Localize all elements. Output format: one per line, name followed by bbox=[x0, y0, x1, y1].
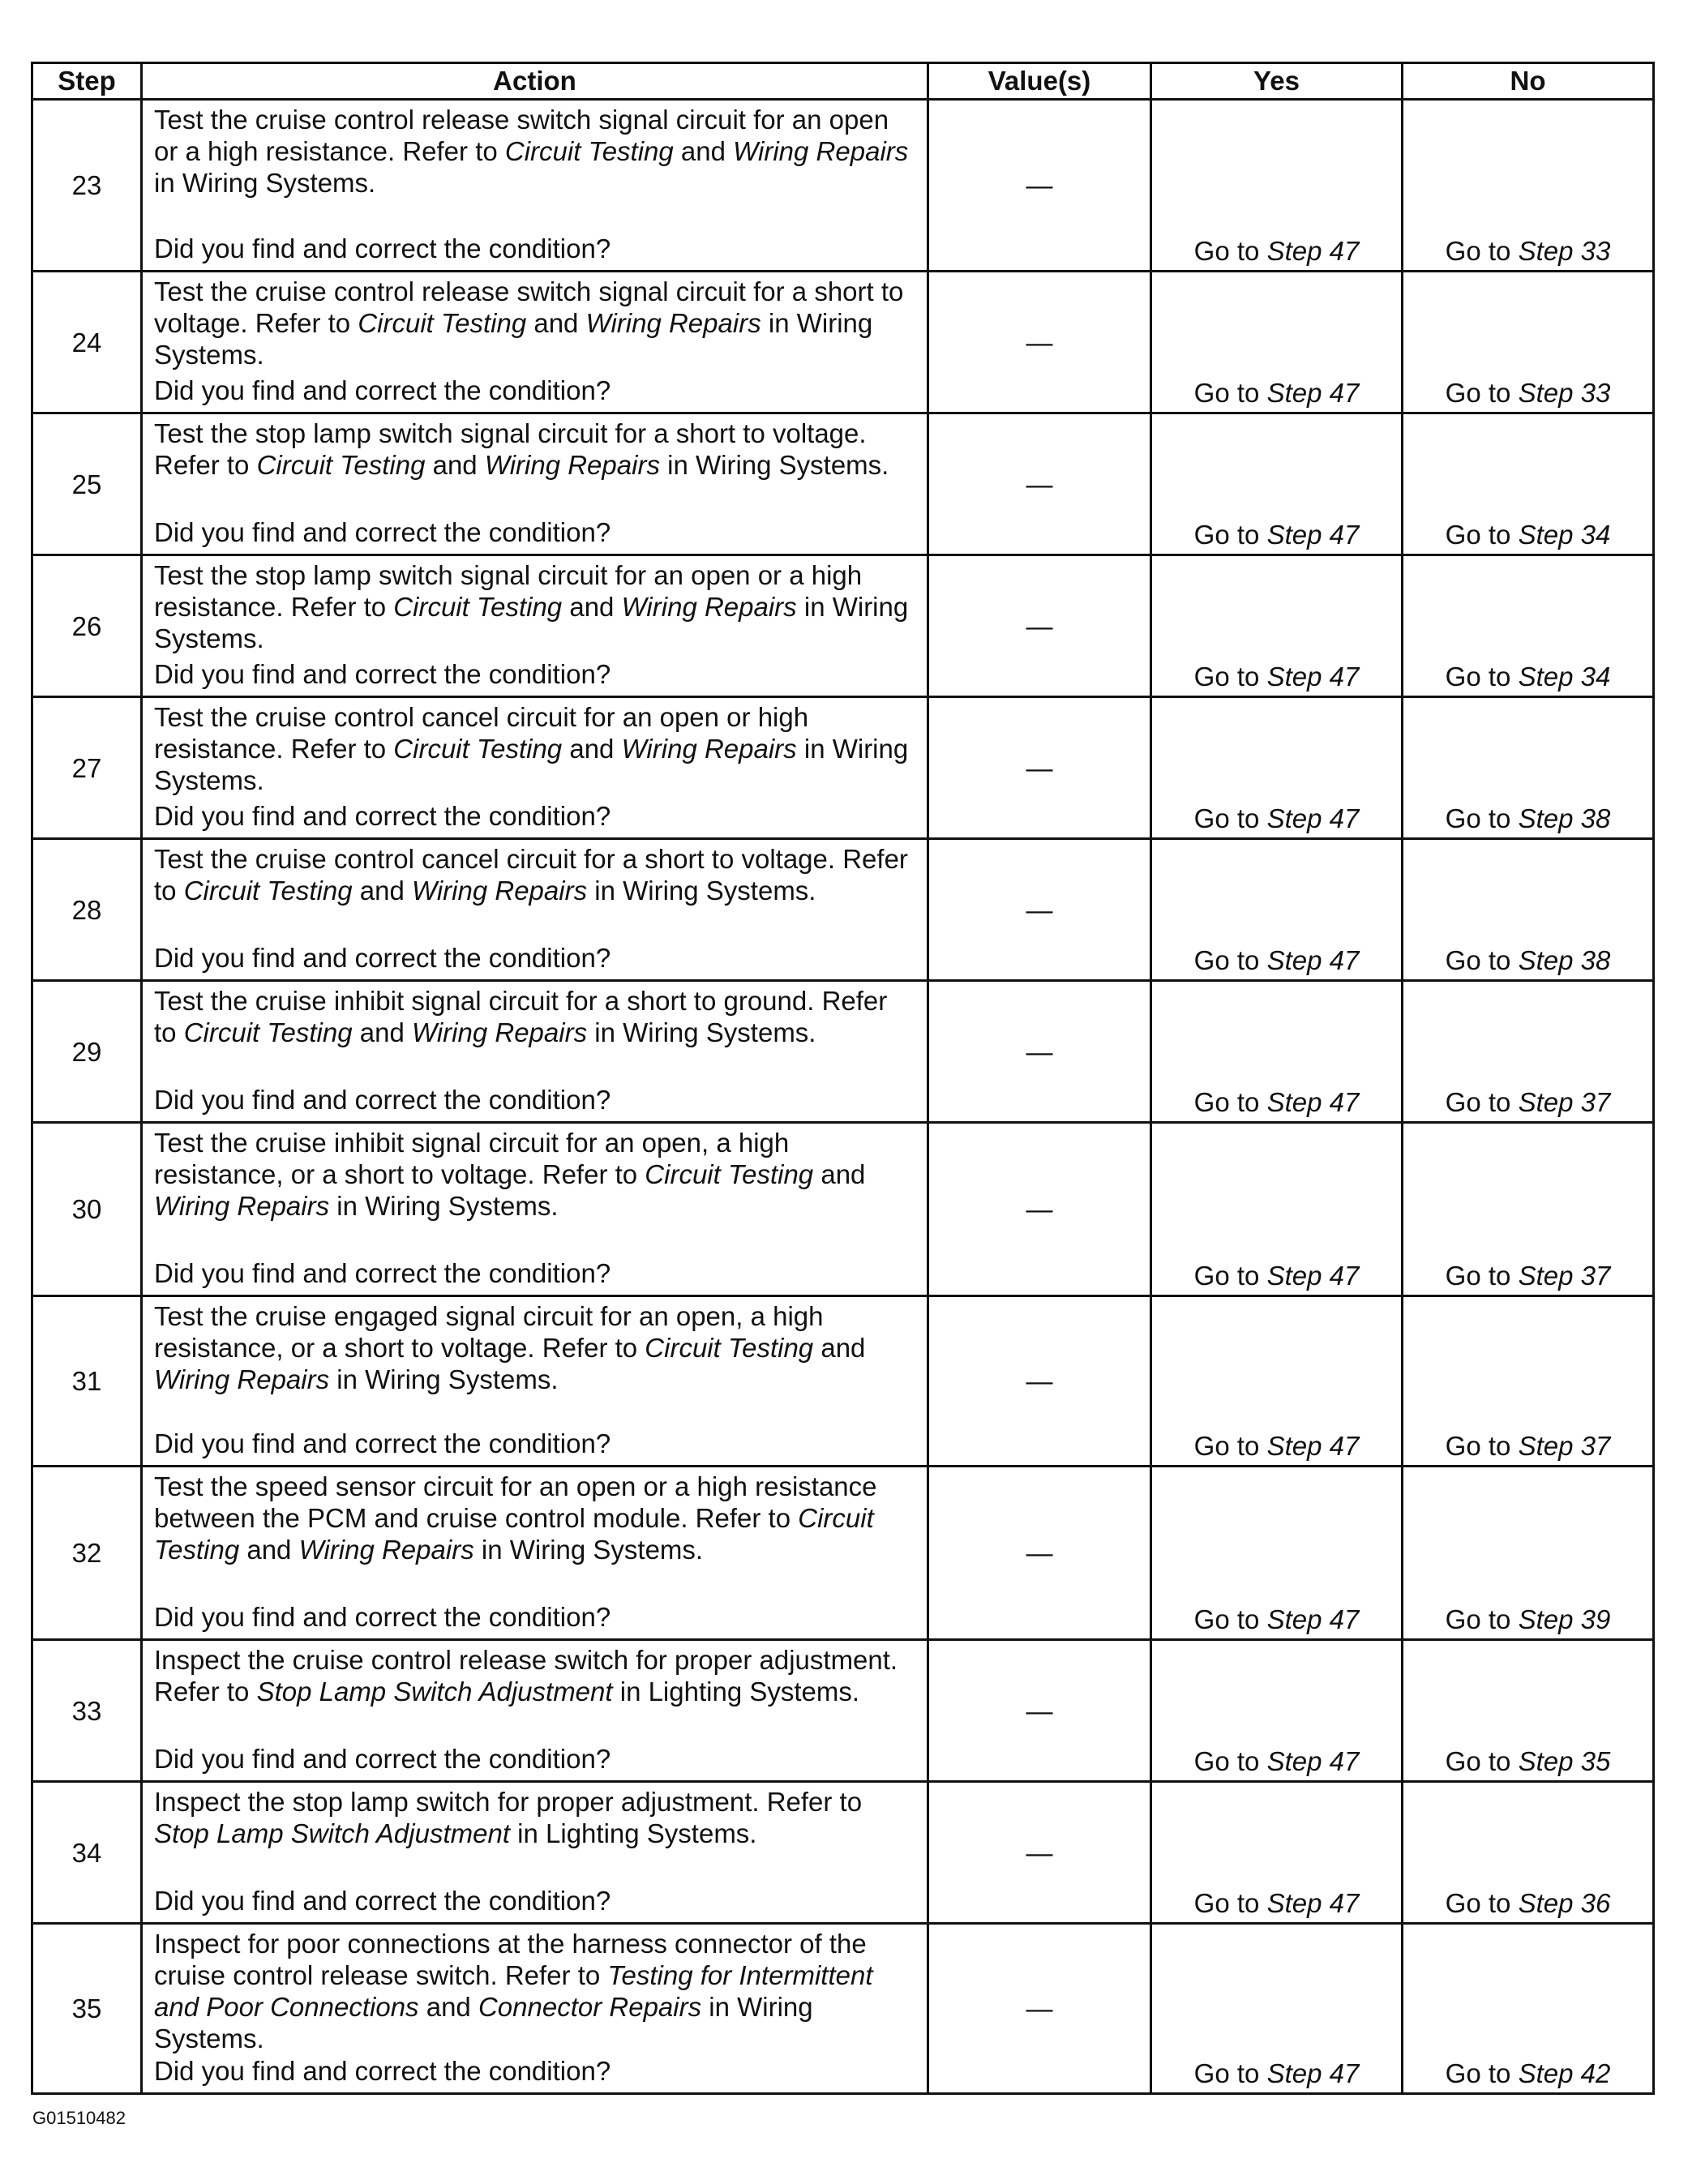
action-text-segment: and bbox=[813, 1333, 866, 1363]
no-goto-prefix: Go to bbox=[1445, 803, 1519, 833]
no-goto-prefix: Go to bbox=[1445, 236, 1519, 266]
yes-cell bbox=[1151, 1123, 1403, 1296]
no-cell bbox=[1403, 697, 1654, 839]
no-step-link[interactable]: Step 38 bbox=[1518, 945, 1611, 975]
action-text-segment: in Wiring Systems. bbox=[659, 450, 889, 480]
step-number: 30 bbox=[32, 1123, 142, 1296]
action-reference: Wiring Repairs bbox=[411, 1017, 588, 1047]
no-cell bbox=[1403, 100, 1654, 272]
yes-step-link[interactable]: Step 47 bbox=[1266, 520, 1360, 550]
yes-goto-prefix: Go to bbox=[1193, 945, 1267, 975]
action-text-segment: Test the cruise control release switch signal circuit for an open or a high resistance. Refer to bbox=[154, 105, 889, 166]
step-number: 24 bbox=[32, 272, 142, 413]
action-cell bbox=[142, 1782, 928, 1924]
action-reference: Circuit Testing bbox=[393, 734, 563, 764]
no-step-link[interactable]: Step 33 bbox=[1518, 236, 1611, 266]
action-text-segment: and bbox=[418, 1992, 478, 2022]
action-text-segment: in Wiring Systems. bbox=[587, 1017, 816, 1047]
step-number: 35 bbox=[32, 1924, 142, 2094]
action-question: Did you find and correct the condition? bbox=[154, 1744, 611, 1774]
action-reference: Wiring Repairs bbox=[154, 1364, 330, 1394]
value-cell: — bbox=[928, 1924, 1151, 2094]
action-question: Did you find and correct the condition? bbox=[154, 943, 611, 973]
action-text-segment: in Lighting Systems. bbox=[612, 1677, 860, 1707]
table-row bbox=[32, 1467, 1654, 1640]
action-text-segment: and bbox=[239, 1535, 299, 1565]
no-goto-prefix: Go to bbox=[1445, 662, 1519, 692]
action-question: Did you find and correct the condition? bbox=[154, 1602, 611, 1632]
value-cell: — bbox=[928, 1782, 1151, 1924]
action-text-segment: Test the stop lamp switch signal circuit for an open or a high resistance. Refer to bbox=[154, 560, 863, 622]
action-text-segment: in Wiring Systems. bbox=[154, 168, 376, 198]
value-cell: — bbox=[928, 555, 1151, 697]
action-cell bbox=[142, 100, 928, 272]
action-text-segment: in Wiring Systems. bbox=[473, 1535, 704, 1565]
action-question: Did you find and correct the condition? bbox=[154, 517, 611, 547]
action-text bbox=[154, 559, 915, 654]
yes-step-link[interactable]: Step 47 bbox=[1266, 1431, 1360, 1461]
action-cell bbox=[142, 1467, 928, 1640]
no-cell bbox=[1403, 981, 1654, 1123]
action-reference: Testing for Intermittent and Poor Connections bbox=[154, 1960, 873, 2022]
action-reference: Wiring Repairs bbox=[585, 308, 761, 338]
no-cell bbox=[1403, 272, 1654, 413]
table-row bbox=[32, 981, 1654, 1123]
action-cell bbox=[142, 1924, 928, 2094]
no-step-link[interactable]: Step 36 bbox=[1518, 1888, 1611, 1918]
step-number: 28 bbox=[32, 839, 142, 981]
action-text-segment: Inspect the stop lamp switch for proper adjustment. Refer to bbox=[154, 1787, 863, 1817]
no-step-link[interactable]: Step 34 bbox=[1518, 662, 1611, 692]
header-values: Value(s) bbox=[928, 63, 1151, 100]
no-cell bbox=[1403, 1296, 1654, 1467]
table-row bbox=[32, 100, 1654, 272]
no-cell bbox=[1403, 1123, 1654, 1296]
no-step-link[interactable]: Step 42 bbox=[1518, 2058, 1611, 2088]
no-goto-prefix: Go to bbox=[1445, 1604, 1519, 1634]
no-cell bbox=[1403, 1924, 1654, 2094]
action-question: Did you find and correct the condition? bbox=[154, 1258, 611, 1288]
action-text-segment: in Wiring Systems. bbox=[154, 734, 909, 795]
action-text bbox=[154, 1127, 915, 1222]
action-text bbox=[154, 1471, 915, 1565]
action-text-segment: and bbox=[562, 592, 622, 622]
step-number: 26 bbox=[32, 555, 142, 697]
yes-cell bbox=[1151, 1467, 1403, 1640]
action-reference: Circuit Testing bbox=[645, 1333, 814, 1363]
table-row bbox=[32, 1924, 1654, 2094]
action-question: Did you find and correct the condition? bbox=[154, 1886, 611, 1916]
yes-step-link[interactable]: Step 47 bbox=[1266, 378, 1360, 408]
action-text-segment: and bbox=[352, 1017, 412, 1047]
action-reference: Circuit Testing bbox=[645, 1159, 814, 1189]
action-reference: Connector Repairs bbox=[478, 1992, 702, 2022]
no-step-link[interactable]: Step 33 bbox=[1518, 378, 1611, 408]
yes-goto-prefix: Go to bbox=[1193, 803, 1267, 833]
action-reference: Circuit Testing bbox=[183, 876, 353, 906]
yes-cell bbox=[1151, 1296, 1403, 1467]
no-step-link[interactable]: Step 37 bbox=[1518, 1087, 1611, 1117]
no-cell bbox=[1403, 413, 1654, 555]
action-text-segment: Test the stop lamp switch signal circuit for a short to voltage. Refer to bbox=[154, 418, 867, 480]
yes-goto-prefix: Go to bbox=[1193, 378, 1267, 408]
action-question: Did you find and correct the condition? bbox=[154, 1428, 611, 1458]
action-text-segment: and bbox=[425, 450, 485, 480]
action-question: Did you find and correct the condition? bbox=[154, 659, 611, 689]
no-cell bbox=[1403, 839, 1654, 981]
no-goto-prefix: Go to bbox=[1445, 520, 1519, 550]
header-action: Action bbox=[142, 63, 928, 100]
no-cell bbox=[1403, 555, 1654, 697]
action-text-segment: Test the cruise inhibit signal circuit for a short to ground. Refer to bbox=[154, 986, 888, 1047]
action-text-segment: in Wiring Systems. bbox=[329, 1364, 559, 1394]
no-cell bbox=[1403, 1782, 1654, 1924]
figure-id: G01510482 bbox=[32, 2108, 126, 2128]
yes-step-link[interactable]: Step 47 bbox=[1266, 1604, 1360, 1634]
action-text bbox=[154, 701, 915, 796]
no-goto-prefix: Go to bbox=[1445, 1888, 1519, 1918]
table-row bbox=[32, 839, 1654, 981]
no-goto-prefix: Go to bbox=[1445, 1261, 1519, 1291]
value-cell: — bbox=[928, 1296, 1151, 1467]
no-goto-prefix: Go to bbox=[1445, 945, 1519, 975]
no-goto-prefix: Go to bbox=[1445, 1431, 1519, 1461]
no-step-link[interactable]: Step 34 bbox=[1518, 520, 1611, 550]
table-row bbox=[32, 1640, 1654, 1782]
table-row bbox=[32, 1782, 1654, 1924]
yes-step-link[interactable]: Step 47 bbox=[1266, 1746, 1360, 1776]
no-goto-prefix: Go to bbox=[1445, 1087, 1519, 1117]
action-text-segment: in Lighting Systems. bbox=[510, 1818, 757, 1848]
action-text-segment: in Wiring Systems. bbox=[329, 1191, 559, 1221]
header-yes: Yes bbox=[1151, 63, 1403, 100]
value-cell: — bbox=[928, 1123, 1151, 1296]
action-text-segment: Test the cruise inhibit signal circuit for an open, a high resistance, or a short to voltage. Refer to bbox=[154, 1128, 790, 1189]
no-step-link[interactable]: Step 38 bbox=[1518, 803, 1611, 833]
action-text bbox=[154, 276, 915, 370]
value-cell: — bbox=[928, 1640, 1151, 1782]
yes-goto-prefix: Go to bbox=[1193, 1604, 1267, 1634]
step-number: 25 bbox=[32, 413, 142, 555]
action-reference: Wiring Repairs bbox=[411, 876, 588, 906]
header-step: Step bbox=[32, 63, 142, 100]
action-text-segment: Test the cruise control cancel circuit for a short to voltage. Refer to bbox=[154, 844, 908, 906]
yes-cell bbox=[1151, 1782, 1403, 1924]
action-cell bbox=[142, 981, 928, 1123]
yes-goto-prefix: Go to bbox=[1193, 1087, 1267, 1117]
action-text-segment: and bbox=[562, 734, 622, 764]
action-text-segment: Test the speed sensor circuit for an open or a high resistance between the PCM and cruise control module. Refer to bbox=[154, 1471, 877, 1533]
action-reference: Circuit Testing bbox=[154, 1503, 874, 1565]
table-header-row bbox=[32, 63, 1654, 100]
action-text-segment: Test the cruise engaged signal circuit for an open, a high resistance, or a short to voltage. Refer to bbox=[154, 1301, 824, 1363]
yes-step-link[interactable]: Step 47 bbox=[1266, 945, 1360, 975]
yes-step-link[interactable]: Step 47 bbox=[1266, 1888, 1360, 1918]
step-number: 34 bbox=[32, 1782, 142, 1924]
action-cell bbox=[142, 1123, 928, 1296]
yes-goto-prefix: Go to bbox=[1193, 1746, 1267, 1776]
step-number: 33 bbox=[32, 1640, 142, 1782]
yes-cell bbox=[1151, 413, 1403, 555]
action-text bbox=[154, 1644, 915, 1707]
action-reference: Circuit Testing bbox=[256, 450, 426, 480]
yes-cell bbox=[1151, 272, 1403, 413]
yes-cell bbox=[1151, 839, 1403, 981]
action-text-segment: in Wiring Systems. bbox=[587, 876, 816, 906]
action-text bbox=[154, 985, 915, 1048]
yes-goto-prefix: Go to bbox=[1193, 662, 1267, 692]
action-cell bbox=[142, 555, 928, 697]
action-question: Did you find and correct the condition? bbox=[154, 375, 611, 405]
action-reference: Circuit Testing bbox=[358, 308, 527, 338]
action-text-segment: in Wiring Systems. bbox=[154, 308, 873, 370]
action-question: Did you find and correct the condition? bbox=[154, 801, 611, 831]
action-question: Did you find and correct the condition? bbox=[154, 2056, 611, 2086]
value-cell: — bbox=[928, 981, 1151, 1123]
value-cell: — bbox=[928, 697, 1151, 839]
step-number: 29 bbox=[32, 981, 142, 1123]
yes-goto-prefix: Go to bbox=[1193, 1261, 1267, 1291]
action-text bbox=[154, 1300, 915, 1395]
yes-step-link[interactable]: Step 47 bbox=[1266, 1261, 1360, 1291]
table-body bbox=[32, 100, 1654, 2094]
table-row bbox=[32, 697, 1654, 839]
no-cell bbox=[1403, 1467, 1654, 1640]
no-step-link[interactable]: Step 39 bbox=[1518, 1604, 1611, 1634]
yes-goto-prefix: Go to bbox=[1193, 1888, 1267, 1918]
action-cell bbox=[142, 1296, 928, 1467]
action-question: Did you find and correct the condition? bbox=[154, 1085, 611, 1115]
table-row bbox=[32, 1296, 1654, 1467]
action-reference: Wiring Repairs bbox=[621, 734, 797, 764]
yes-cell bbox=[1151, 697, 1403, 839]
yes-goto-prefix: Go to bbox=[1193, 2058, 1267, 2088]
action-text-segment: Test the cruise control cancel circuit for an open or high resistance. Refer to bbox=[154, 702, 809, 764]
action-text-segment: in Wiring Systems. bbox=[154, 592, 909, 653]
action-reference: Circuit Testing bbox=[183, 1017, 353, 1047]
yes-cell bbox=[1151, 981, 1403, 1123]
yes-step-link[interactable]: Step 47 bbox=[1266, 236, 1360, 266]
step-number: 27 bbox=[32, 697, 142, 839]
action-reference: Circuit Testing bbox=[393, 592, 563, 622]
action-reference: Wiring Repairs bbox=[733, 136, 909, 166]
action-reference: Wiring Repairs bbox=[621, 592, 797, 622]
action-text-segment: Inspect the cruise control release switch for proper adjustment. Refer to bbox=[154, 1645, 898, 1707]
no-goto-prefix: Go to bbox=[1445, 378, 1519, 408]
value-cell: — bbox=[928, 1467, 1151, 1640]
action-cell bbox=[142, 697, 928, 839]
action-question: Did you find and correct the condition? bbox=[154, 233, 611, 263]
action-text-segment: in Wiring Systems. bbox=[154, 1992, 813, 2053]
no-goto-prefix: Go to bbox=[1445, 1746, 1519, 1776]
action-text-segment: Inspect for poor connections at the harness connector of the cruise control release switch. Refer to bbox=[154, 1929, 867, 1990]
yes-step-link[interactable]: Step 47 bbox=[1266, 1087, 1360, 1117]
action-text bbox=[154, 418, 915, 481]
yes-cell bbox=[1151, 1640, 1403, 1782]
no-cell bbox=[1403, 1640, 1654, 1782]
action-reference: Wiring Repairs bbox=[484, 450, 660, 480]
table-row bbox=[32, 555, 1654, 697]
yes-goto-prefix: Go to bbox=[1193, 236, 1267, 266]
action-text-segment: Test the cruise control release switch signal circuit for a short to voltage. Refer to bbox=[154, 276, 904, 338]
action-reference: Circuit Testing bbox=[504, 136, 674, 166]
value-cell: — bbox=[928, 413, 1151, 555]
action-reference: Wiring Repairs bbox=[298, 1535, 474, 1565]
step-number: 31 bbox=[32, 1296, 142, 1467]
yes-goto-prefix: Go to bbox=[1193, 520, 1267, 550]
yes-cell bbox=[1151, 555, 1403, 697]
yes-step-link[interactable]: Step 47 bbox=[1266, 662, 1360, 692]
action-cell bbox=[142, 272, 928, 413]
action-reference: Stop Lamp Switch Adjustment bbox=[256, 1677, 613, 1707]
table-row bbox=[32, 272, 1654, 413]
action-text bbox=[154, 104, 915, 199]
action-reference: Stop Lamp Switch Adjustment bbox=[154, 1818, 510, 1848]
yes-step-link[interactable]: Step 47 bbox=[1266, 2058, 1360, 2088]
yes-goto-prefix: Go to bbox=[1193, 1431, 1267, 1461]
no-step-link[interactable]: Step 35 bbox=[1518, 1746, 1611, 1776]
action-text bbox=[154, 1928, 915, 2054]
step-number: 23 bbox=[32, 100, 142, 272]
no-step-link[interactable]: Step 37 bbox=[1518, 1261, 1611, 1291]
diagnostic-table bbox=[31, 62, 1655, 2095]
step-number: 32 bbox=[32, 1467, 142, 1640]
value-cell: — bbox=[928, 272, 1151, 413]
no-step-link[interactable]: Step 37 bbox=[1518, 1431, 1611, 1461]
table-row bbox=[32, 1123, 1654, 1296]
table-row bbox=[32, 413, 1654, 555]
action-text-segment: and bbox=[352, 876, 412, 906]
action-cell bbox=[142, 839, 928, 981]
no-goto-prefix: Go to bbox=[1445, 2058, 1519, 2088]
action-text bbox=[154, 1786, 915, 1849]
yes-cell bbox=[1151, 100, 1403, 272]
value-cell: — bbox=[928, 839, 1151, 981]
action-text-segment: and bbox=[673, 136, 734, 166]
header-no: No bbox=[1403, 63, 1654, 100]
action-reference: Wiring Repairs bbox=[154, 1191, 330, 1221]
value-cell: — bbox=[928, 100, 1151, 272]
action-text bbox=[154, 843, 915, 906]
action-text-segment: and bbox=[813, 1159, 866, 1189]
yes-step-link[interactable]: Step 47 bbox=[1266, 803, 1360, 833]
action-text-segment: and bbox=[526, 308, 586, 338]
action-cell bbox=[142, 413, 928, 555]
yes-cell bbox=[1151, 1924, 1403, 2094]
action-cell bbox=[142, 1640, 928, 1782]
